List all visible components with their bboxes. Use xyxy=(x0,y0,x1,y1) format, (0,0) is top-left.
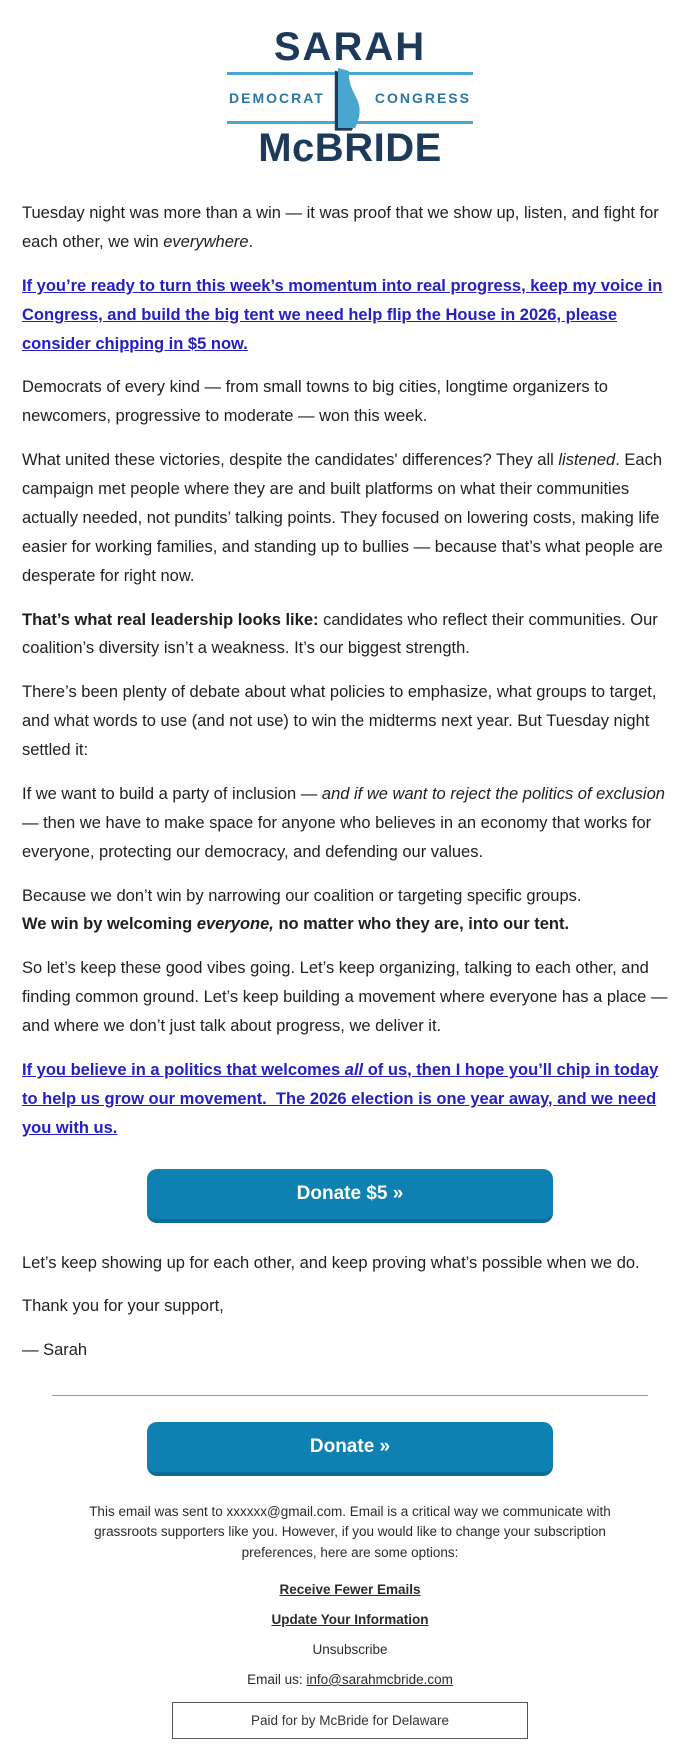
paid-for-disclaimer: Paid for by McBride for Delaware xyxy=(172,1702,528,1739)
email-us-row xyxy=(0,1672,700,1687)
email-us-label: Email us: xyxy=(247,1671,307,1687)
donate-5-button[interactable]: Donate $5 » xyxy=(147,1169,553,1223)
paragraph: There’s been plenty of debate about what policies to emphasize, what groups to target, and what words to use (and not use) to win the midterms next year. But Tuesday night settled it: xyxy=(22,683,657,759)
donate-link[interactable]: If you’re ready to turn this week’s momentum into real progress, keep my voice in Congress, and build the big tent we need help flip the House in 2026, please consider chipping in $5 now. xyxy=(22,276,663,353)
subscription-notice: This email was sent to xxxxxx@gmail.com. Email is a critical way we communicate with grassroots supporters like you. However, if you would like to change your subscription preferences, here are some options: xyxy=(89,1504,611,1560)
banner-left-label: DEMOCRAT xyxy=(229,90,325,106)
paragraph: Let’s keep showing up for each other, and keep proving what’s possible when we do. xyxy=(22,1253,640,1272)
paragraph: Tuesday night was more than a win — it was proof that we show up, listen, and fight for each other, we win everywhere. xyxy=(22,204,659,251)
delaware-state-icon xyxy=(333,65,367,131)
email-footer xyxy=(0,1502,700,1739)
donate-button[interactable]: Donate » xyxy=(147,1422,553,1476)
paragraph: — Sarah xyxy=(22,1341,88,1360)
paragraph: Thank you for your support, xyxy=(22,1297,224,1316)
candidate-first-name: SARAH xyxy=(273,25,427,69)
update-your-information-link[interactable]: Update Your Information xyxy=(271,1611,429,1627)
banner-right-label: CONGRESS xyxy=(374,90,471,106)
receive-fewer-emails-link[interactable]: Receive Fewer Emails xyxy=(279,1581,421,1597)
paragraph: Because we don’t win by narrowing our coalition or targeting specific groups. We win by welcoming everyone, no matter who they are, into our tent. xyxy=(22,886,582,934)
email-us-link[interactable]: info@sarahmcbride.com xyxy=(306,1671,453,1687)
paragraph: If we want to build a party of inclusion — and if we want to reject the politics of exclusion — then we have to make space for anyone who believes in an economy that works for everyone, protecting our democracy, and defending our values. xyxy=(22,784,665,861)
logo-banner xyxy=(227,72,473,124)
paragraph: What united these victories, despite the candidates' differences? They all listened. Each campaign met people where they are and built platforms on what their communities actually needed, not pundits’ talking points. They focused on lowering costs, making life easier for working families, and standing up to bullies — because that’s what people are desperate for right now. xyxy=(22,451,663,585)
campaign-logo xyxy=(0,0,700,170)
donate-link[interactable]: If you believe in a politics that welcomes all of us, then I hope you’ll chip in today to help us grow our movement. The 2026 election is one year away, and we need you with us. xyxy=(22,1060,659,1137)
paragraph xyxy=(22,1056,678,1143)
email-body-flow xyxy=(0,170,700,1476)
paragraph xyxy=(22,272,678,359)
paragraph: That’s what real leadership looks like: candidates who reflect their communities. Our coalition’s diversity isn’t a weakness. It’s our biggest strength. xyxy=(22,610,658,658)
unsubscribe-link[interactable]: Unsubscribe xyxy=(312,1641,388,1657)
paragraph: So let’s keep these good vibes going. Let’s keep organizing, talking to each other, and finding common ground. Let’s keep building a movement where everyone has a place — and where we don’t just talk about progress, we deliver it. xyxy=(22,959,668,1035)
paragraph: Democrats of every kind — from small towns to big cities, longtime organizers to newcomers, progressive to moderate — won this week. xyxy=(22,378,608,426)
candidate-last-name: McBRIDE xyxy=(258,126,442,170)
divider xyxy=(52,1395,648,1396)
